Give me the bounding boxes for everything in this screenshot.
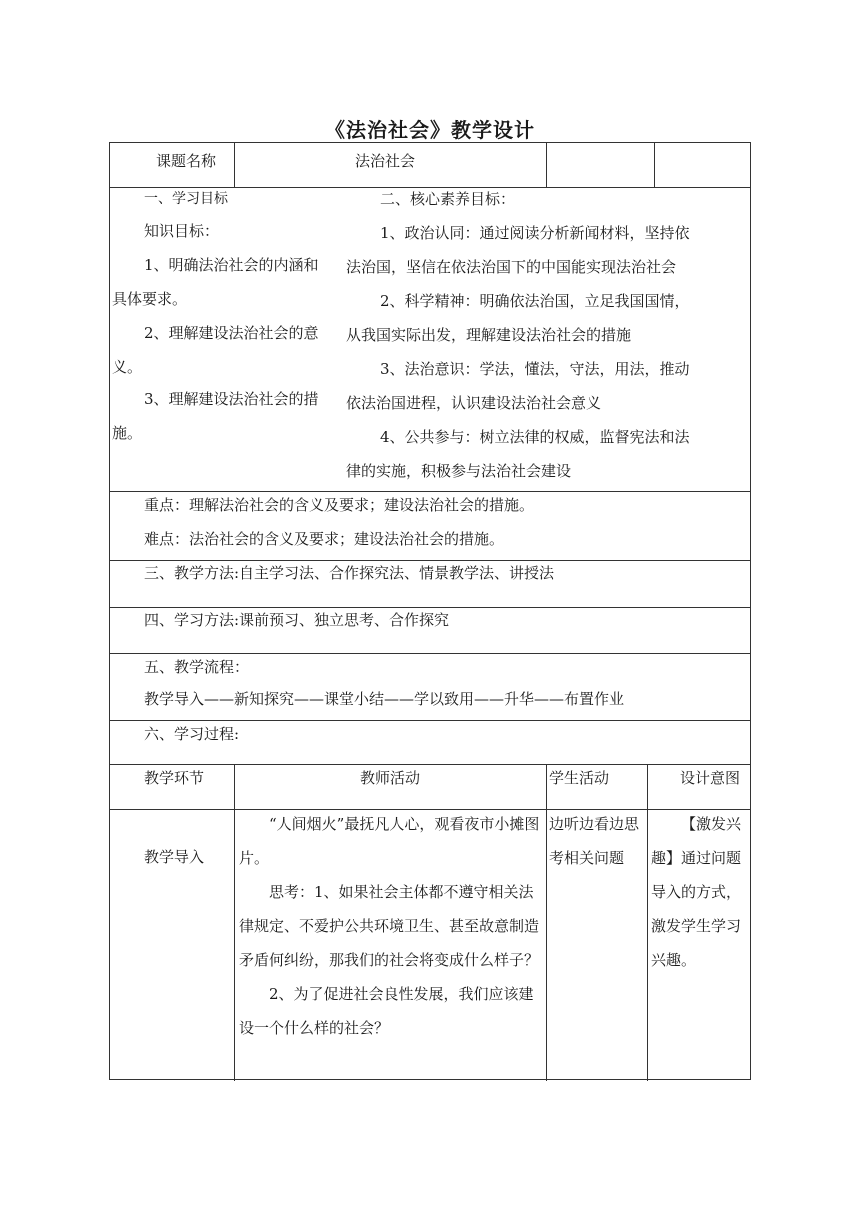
objective-item: 1、明确法治社会的内涵和 — [144, 256, 319, 274]
difficult-point: 难点：法治社会的含义及要求；建设法治社会的措施。 — [144, 530, 505, 548]
col-divider — [654, 143, 655, 187]
objective-item: 具体要求。 — [112, 290, 188, 308]
key-point: 重点：理解法治社会的含义及要求；建设法治社会的措施。 — [144, 496, 535, 514]
teaching-methods: 三、教学方法:自主学习法、合作探究法、情景教学法、讲授法 — [144, 564, 555, 582]
column-header-intent: 设计意图 — [680, 769, 741, 787]
col-divider — [647, 764, 648, 1081]
lesson-plan-table — [109, 142, 751, 1080]
core-literacy-line: 依法治国进程，认识建设法治社会意义 — [346, 394, 602, 412]
learning-process-heading: 六、学习过程: — [144, 725, 240, 743]
row-divider — [110, 560, 750, 561]
col-divider — [546, 764, 547, 1081]
learning-objectives-heading: 一、学习目标 — [144, 191, 228, 207]
col-divider — [234, 764, 235, 1081]
topic-label: 课题名称 — [156, 152, 217, 170]
core-literacy-heading: 二、核心素养目标： — [380, 190, 516, 208]
design-intent-cell — [651, 807, 749, 977]
topic-value: 法治社会 — [355, 152, 416, 170]
row-divider — [110, 764, 750, 765]
row-divider — [110, 653, 750, 654]
objective-item: 3、理解建设法治社会的措 — [144, 390, 319, 408]
row-divider — [110, 720, 750, 721]
row-divider — [110, 607, 750, 608]
column-header-student: 学生活动 — [549, 769, 610, 787]
knowledge-objectives-heading: 知识目标： — [144, 222, 220, 240]
col-divider — [234, 143, 235, 187]
row-divider — [110, 187, 750, 188]
core-literacy-line: 3、法治意识：学法，懂法，守法，用法，推动 — [380, 360, 690, 378]
document-title: 《法治社会》教学设计 — [325, 118, 535, 142]
teaching-flow-steps: 教学导入——新知探究——课堂小结——学以致用——升华——布置作业 — [144, 690, 625, 708]
column-header-teacher: 教师活动 — [360, 769, 421, 787]
learning-methods: 四、学习方法:课前预习、独立思考、合作探究 — [144, 611, 450, 629]
core-literacy-line: 律的实施，积极参与法治社会建设 — [346, 462, 572, 480]
core-literacy-line: 法治国，坚信在依法治国下的中国能实现法治社会 — [346, 258, 677, 276]
teaching-flow-heading: 五、教学流程： — [144, 658, 250, 676]
teacher-activity-cell — [239, 807, 543, 1045]
teacher-activity-paragraph: 2、为了促进社会良性发展，我们应该建设一个什么样的社会？ — [239, 985, 534, 1037]
teacher-activity-paragraph: 思考：1、如果社会主体都不遵守相关法律规定、不爱护公共环境卫生、甚至故意制造矛盾何纠纷，那我们的社会将变成什么样子？ — [239, 883, 540, 969]
row-divider — [110, 491, 750, 492]
objective-item: 2、理解建设法治社会的意 — [144, 324, 319, 342]
core-literacy-line: 从我国实际出发，理解建设法治社会的措施 — [346, 326, 632, 344]
col-divider — [546, 143, 547, 187]
core-literacy-line: 2、科学精神：明确依法治国，立足我国国情， — [380, 292, 690, 310]
objective-item: 施。 — [112, 424, 143, 442]
student-activity-text: 边听边看边思考相关问题 — [549, 815, 640, 867]
design-intent-text: 【激发兴趣】通过问题导入的方式，激发学生学习兴趣。 — [651, 815, 742, 969]
core-literacy-line: 4、公共参与：树立法律的权威，监督宪法和法 — [380, 428, 690, 446]
objective-item: 义。 — [112, 358, 143, 376]
column-header-stage: 教学环节 — [144, 769, 205, 787]
core-literacy-line: 1、政治认同：通过阅读分析新闻材料，坚持依 — [380, 224, 690, 242]
stage-cell: 教学导入 — [144, 848, 205, 866]
student-activity-cell — [549, 807, 643, 875]
teacher-activity-paragraph: “人间烟火”最抚凡人心，观看夜市小摊图片。 — [239, 815, 540, 867]
